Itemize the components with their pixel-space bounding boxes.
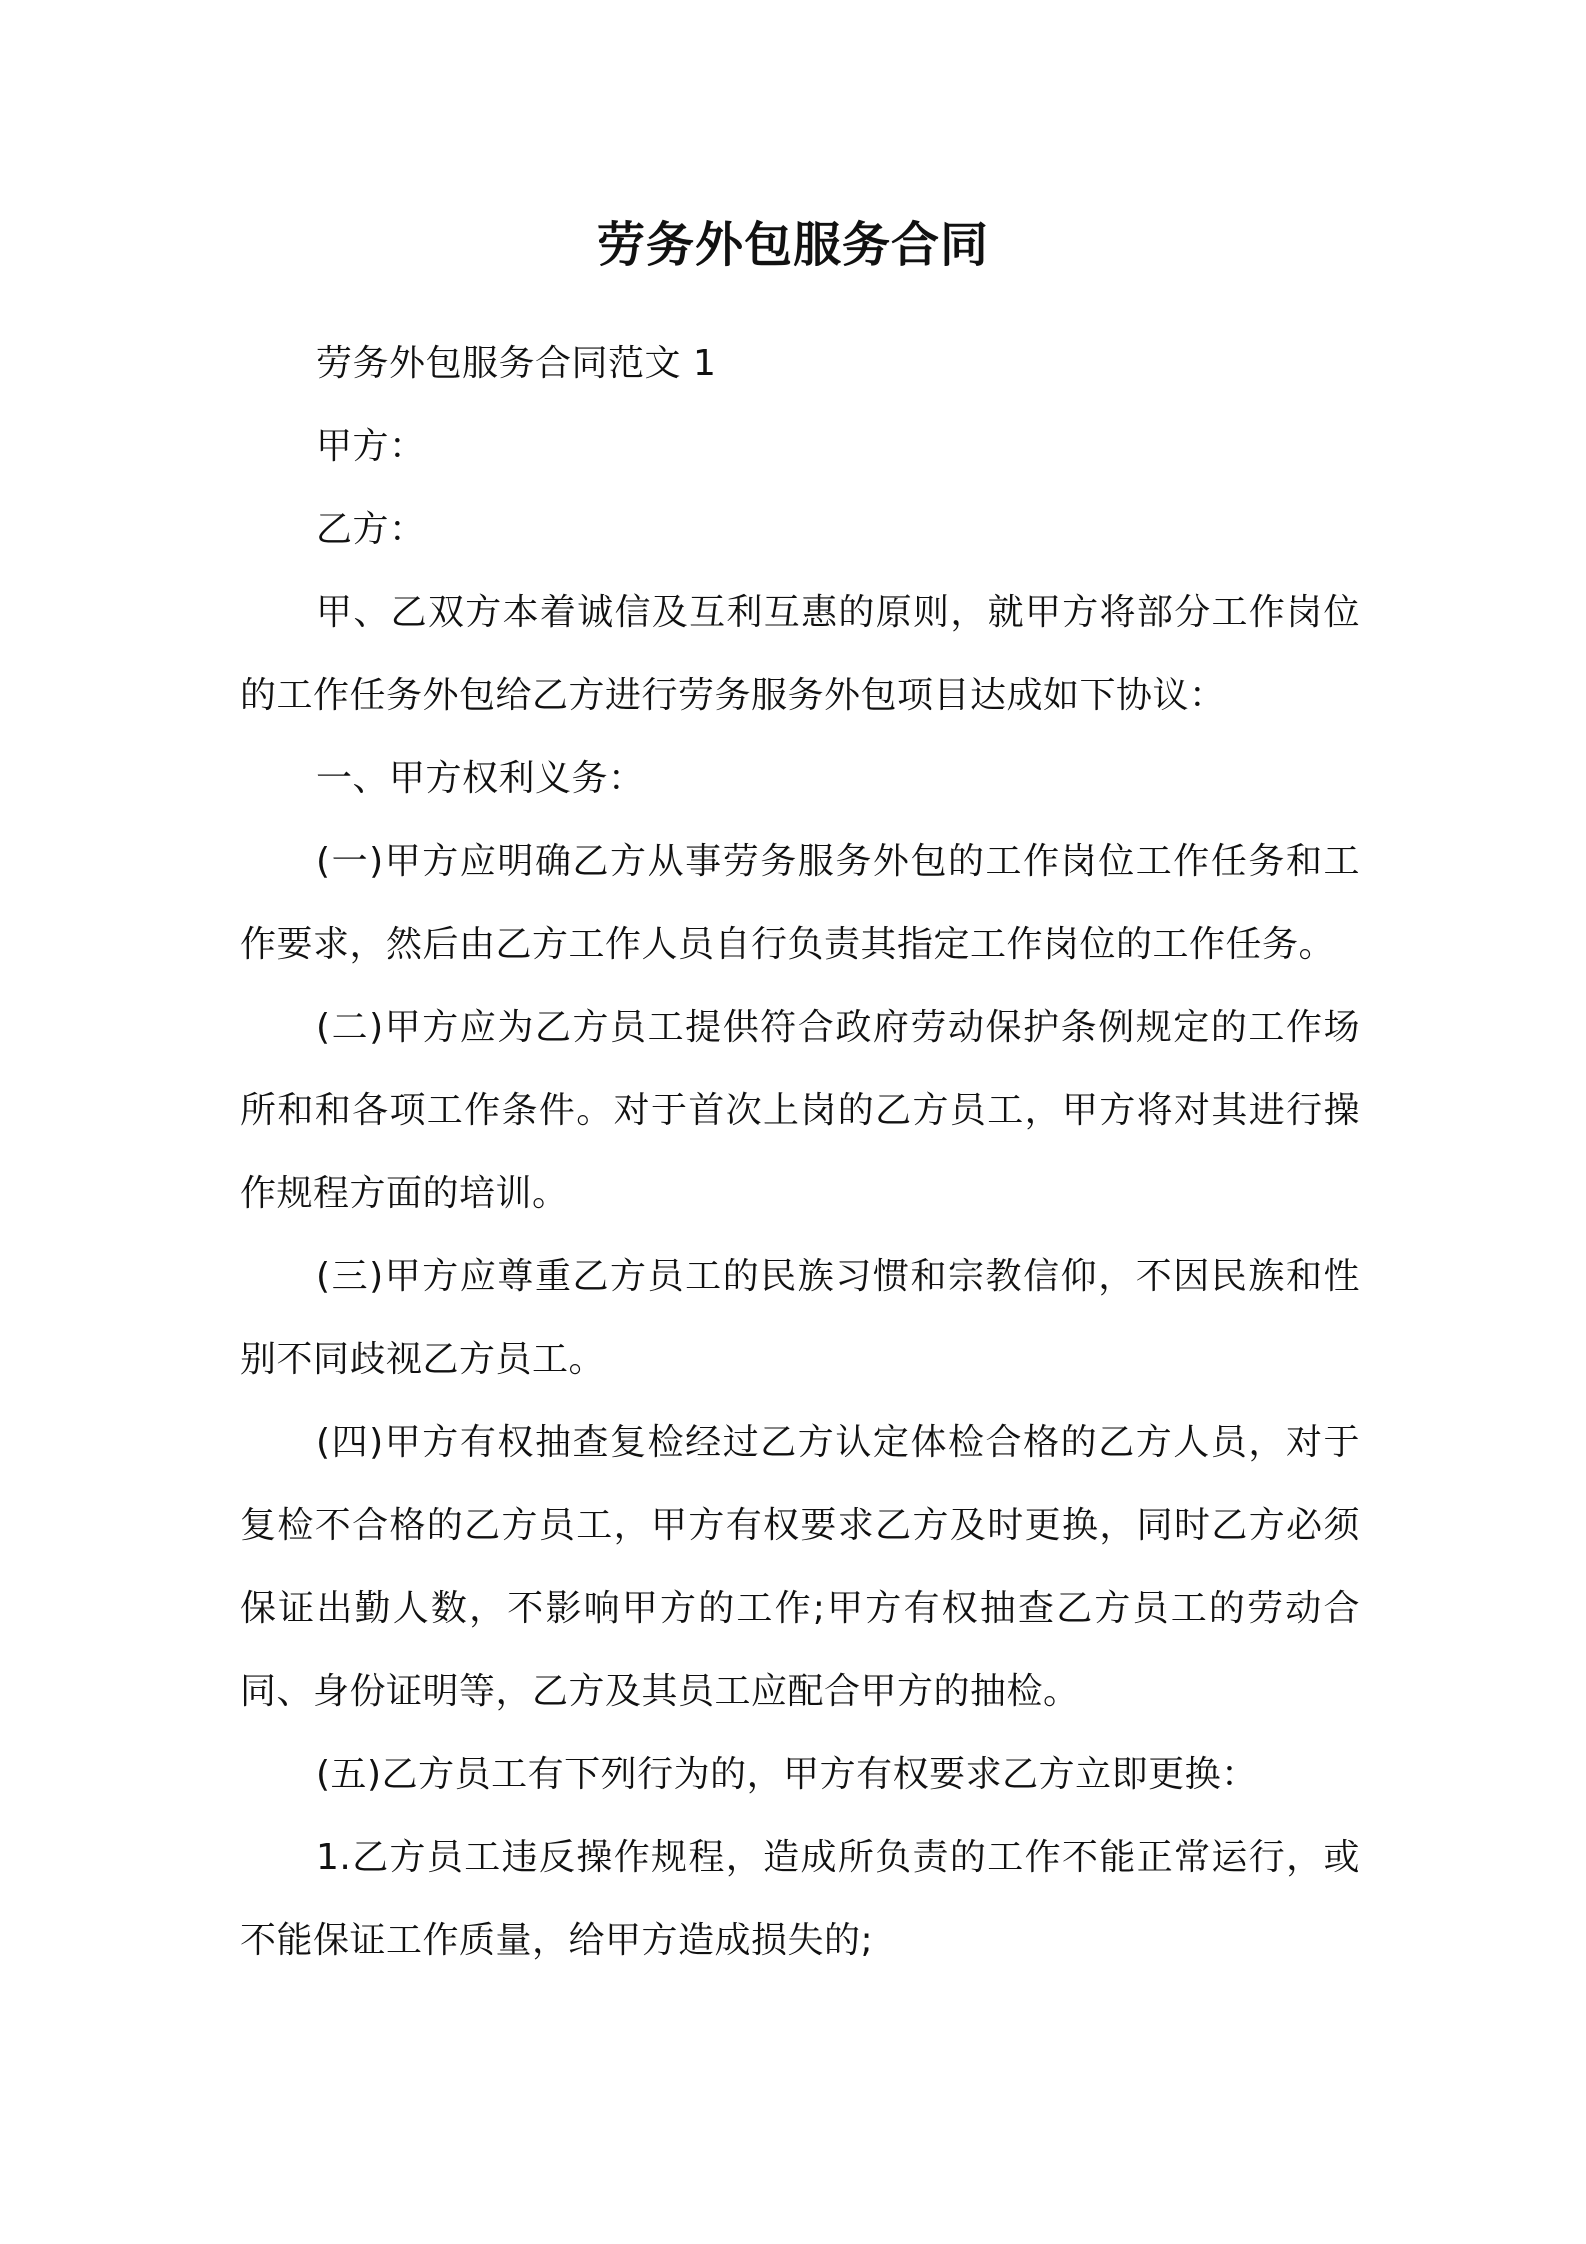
document-title: 劳务外包服务合同	[596, 217, 989, 273]
clause-4: (四)甲方有权抽查复检经过乙方认定体检合格的乙方人员，对于复检不合格的乙方员工，甲方有权要求乙方及时更换，同时乙方必须保证出勤人数，不影响甲方的工作;甲方有权抽查乙方员工的劳动合同、身份证明等，乙方及其员工应配合甲方的抽检。	[240, 1422, 1360, 1712]
clause-5: (五)乙方员工有下列行为的，甲方有权要求乙方立即更换：	[316, 1754, 1258, 1795]
paragraph-party-a: 甲方：	[316, 426, 426, 467]
paragraph-preamble: 甲、乙双方本着诚信及互利互惠的原则，就甲方将部分工作岗位的工作任务外包给乙方进行劳务服务外包项目达成如下协议：	[240, 592, 1360, 716]
clause-5-item-1: 1.乙方员工违反操作规程，造成所负责的工作不能正常运行，或不能保证工作质量，给甲方造成损失的;	[240, 1837, 1360, 1961]
paragraph-party-b: 乙方：	[316, 509, 426, 550]
paragraph-sample-heading: 劳务外包服务合同范文 1	[316, 343, 717, 384]
document-body	[240, 322, 1360, 1982]
clause-2: (二)甲方应为乙方员工提供符合政府劳动保护条例规定的工作场所和和各项工作条件。对于首次上岗的乙方员工，甲方将对其进行操作规程方面的培训。	[240, 1007, 1360, 1214]
clause-3: (三)甲方应尊重乙方员工的民族习惯和宗教信仰，不因民族和性别不同歧视乙方员工。	[240, 1256, 1360, 1380]
section-heading-party-a-rights: 一、甲方权利义务：	[316, 758, 645, 799]
clause-1: (一)甲方应明确乙方从事劳务服务外包的工作岗位工作任务和工作要求，然后由乙方工作人员自行负责其指定工作岗位的工作任务。	[240, 841, 1360, 965]
